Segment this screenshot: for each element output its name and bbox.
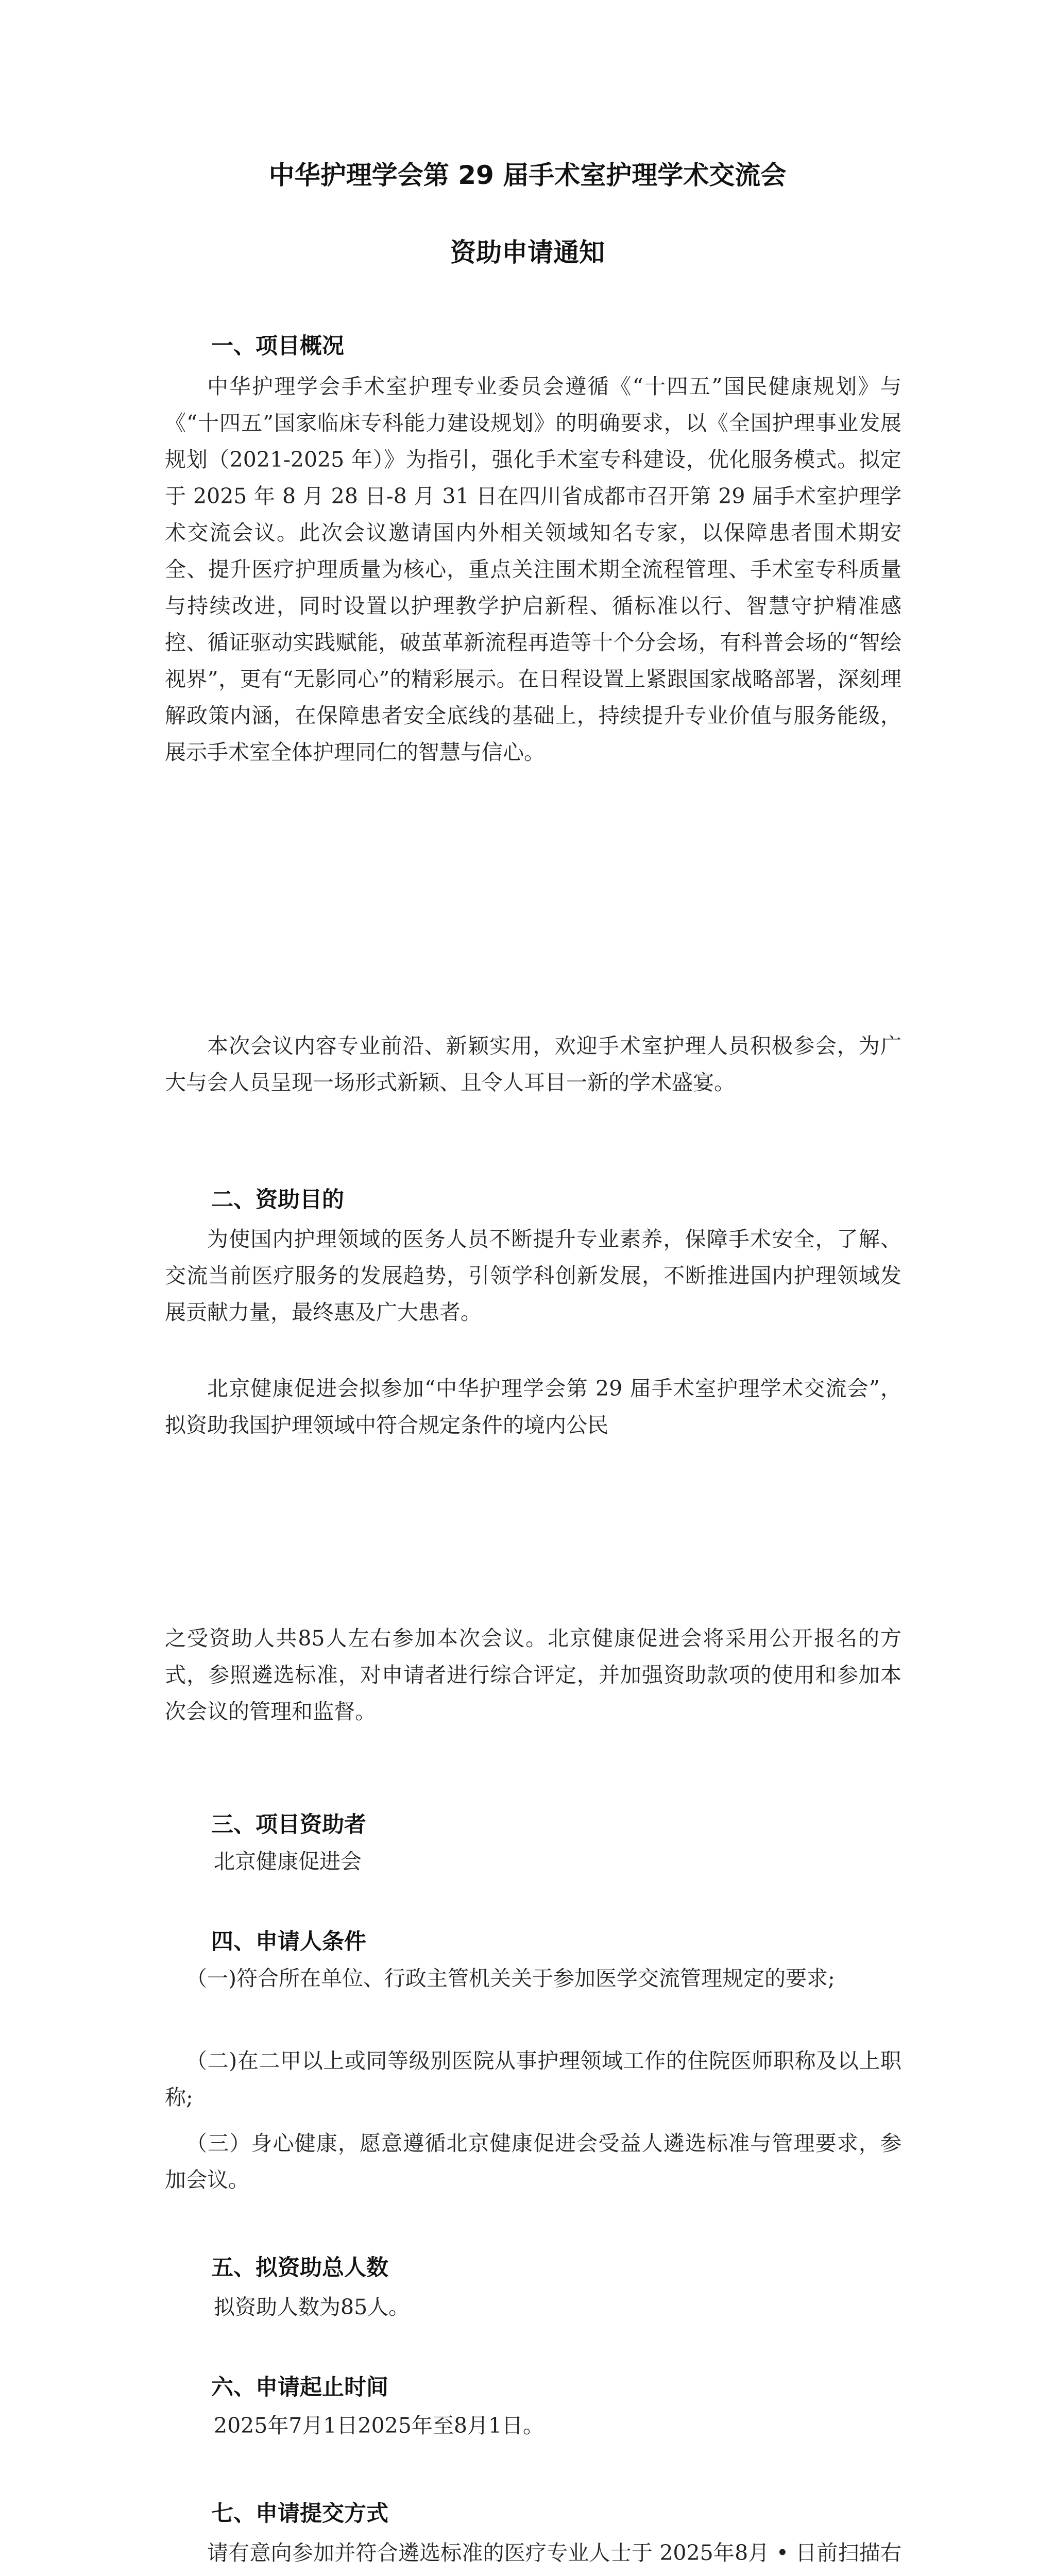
condition-item-3: （三）身心健康，愿意遵循北京健康促进会受益人遴选标准与管理要求，参加会议。 [165,2131,901,2192]
sponsor-name: 北京健康促进会 [214,1849,362,1874]
section-heading-conditions: 四、申请人条件 [211,1929,366,1955]
count-text: 拟资助人数为85人。 [214,2295,410,2319]
page-title: 中华护理学会第 29 届手术室护理学术交流会 [268,160,787,190]
period-text: 2025年7月1日2025年至8月1日。 [214,2413,544,2438]
section-heading-period: 六、申请起止时间 [211,2375,388,2400]
section-heading-submit: 七、申请提交方式 [211,2501,388,2527]
purpose-paragraph-1: 为使国内护理领域的医务人员不断提升专业素养，保障手术安全，了解、交流当前医疗服务的发展趋势，引领学科创新发展，不断推进国内护理领域发展贡献力量，最终惠及广大患者。 [165,1227,901,1325]
condition-item-2: （二)在二甲以上或同等级别医院从事护理领域工作的住院医师职称及以上职称; [165,2048,901,2110]
section-heading-count: 五、拟资助总人数 [211,2255,388,2281]
page-subtitle: 资助申请通知 [450,238,605,267]
section-heading-overview: 一、项目概况 [211,333,344,359]
purpose-paragraph-3: 之受资助人共85人左右参加本次会议。北京健康促进会将采用公开报名的方式，参照遴选标准，对申请者进行综合评定，并加强资助款项的使用和参加本次会议的管理和监督。 [165,1626,901,1724]
submit-paragraph: 请有意向参加并符合遴选标准的医疗专业人士于 2025年8月 • 日前扫描右 [207,2540,901,2565]
purpose-paragraph-2: 北京健康促进会拟参加“中华护理学会第 29 届手术室护理学术交流会”，拟资助我国护理领域中符合规定条件的境内公民 [165,1376,901,1437]
section-heading-sponsor: 三、项目资助者 [211,1812,366,1838]
condition-item-1: （一)符合所在单位、行政主管机关关于参加医学交流管理规定的要求; [186,1966,835,1991]
overview-paragraph-1: 中华护理学会手术室护理专业委员会遵循《“十四五”国民健康规划》与《“十四五”国家临床专科能力建设规划》的明确要求，以《全国护理事业发展规划（2021-2025 年）》为指引，强化手术室专科建设，优化服务模式。拟定于 2025 年 8 月 28 日-8 月 31 日在四川省成都市召开第 29 届手术室护理学术交流会议。此次会议邀请国内外相关领域知名专家，以保障患者围术期安全、提升医疗护理质量为核心，重点关注围术期全流程管理、手术室专科质量与持续改进，同时设置以护理教学护启新程、循标准以行、智慧守护精准感控、循证驱动实践赋能，破茧革新流程再造等十个分会场，有科普会场的“智绘视界”，更有“无影同心”的精彩展示。在日程设置上紧跟国家战略部署，深刻理解政策内涵，在保障患者安全底线的基础上，持续提升专业价值与服务能级，展示手术室全体护理同仁的智慧与信心。 [165,374,901,765]
section-heading-purpose: 二、资助目的 [211,1187,344,1213]
overview-paragraph-2: 本次会议内容专业前沿、新颖实用，欢迎手术室护理人员积极参会，为广大与会人员呈现一场形式新颖、且令人耳目一新的学术盛宴。 [165,1033,901,1095]
